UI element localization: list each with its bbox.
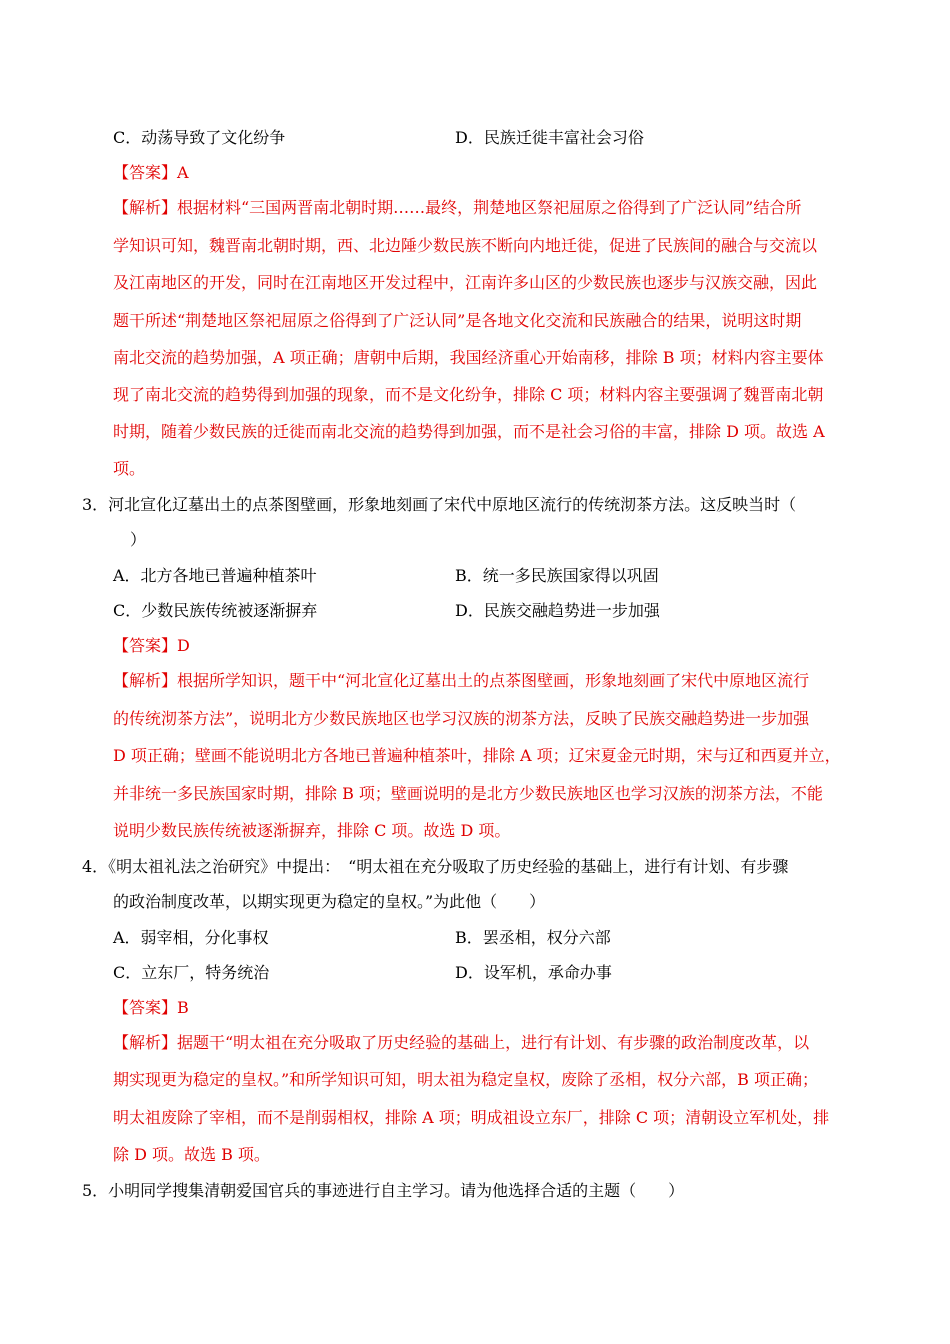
q4-option-a: A．弱宰相，分化事权 <box>113 928 269 947</box>
q2-analysis-line: 时期，随着少数民族的迁徙而南北交流的趋势得到加强，而不是社会习俗的丰富，排除 D 项。故选 A <box>113 422 825 441</box>
q2-analysis-line: 题干所述“荆楚地区祭祀屈原之俗得到了广泛认同”是各地文化交流和民族融合的结果，说明这时期 <box>113 311 802 330</box>
q5-stem: 5．小明同学搜集清朝爱国官兵的事迹进行自主学习。请为他选择合适的主题（ ） <box>82 1181 685 1200</box>
q4-option-c: C．立东厂，特务统治 <box>113 963 270 982</box>
q4-analysis-line: 明太祖废除了宰相，而不是削弱相权，排除 A 项；明成祖设立东厂，排除 C 项；清朝设立军机处，排 <box>113 1108 830 1127</box>
q3-option-c: C．少数民族传统被逐渐摒弃 <box>113 601 318 620</box>
q2-analysis-line: 学知识可知，魏晋南北朝时期，西、北边陲少数民族不断向内地迁徙，促进了民族间的融合与交流以 <box>113 236 818 255</box>
q3-answer: 【答案】D <box>113 636 190 655</box>
q3-option-b: B．统一多民族国家得以巩固 <box>455 566 659 585</box>
q2-analysis-line: 【解析】根据材料“三国两晋南北朝时期……最终，荆楚地区祭祀屈原之俗得到了广泛认同”结合所 <box>113 198 802 217</box>
q2-option-c: C．动荡导致了文化纷争 <box>113 128 286 147</box>
q4-answer: 【答案】B <box>113 998 189 1017</box>
q4-option-b: B．罢丞相，权分六部 <box>455 928 611 947</box>
q2-analysis-line: 现了南北交流的趋势得到加强的现象，而不是文化纷争，排除 C 项；材料内容主要强调了魏晋南北朝 <box>113 385 824 404</box>
q2-analysis-line: 南北交流的趋势加强，A 项正确；唐朝中后期，我国经济重心开始南移，排除 B 项；材料内容主要体 <box>113 348 824 367</box>
q2-analysis-line: 及江南地区的开发，同时在江南地区开发过程中，江南许多山区的少数民族也逐步与汉族交融，因此 <box>113 273 818 292</box>
q3-analysis-line: 并非统一多民族国家时期，排除 B 项；壁画说明的是北方少数民族地区也学习汉族的沏茶方法，不能 <box>113 784 823 803</box>
q3-option-a: A．北方各地已普遍种植茶叶 <box>113 566 317 585</box>
q4-analysis-line: 除 D 项。故选 B 项。 <box>113 1145 270 1164</box>
q4-stem: 4．《明太祖礼法之治研究》中提出： “明太祖在充分吸取了历史经验的基础上，进行有计划、有步骤 <box>82 857 789 876</box>
q3-stem-continued: ） <box>130 530 147 549</box>
q4-stem-continued: 的政治制度改革，以期实现更为稳定的皇权。”为此他（ ） <box>113 892 546 911</box>
q3-analysis-line: D 项正确；壁画不能说明北方各地已普遍种植茶叶，排除 A 项；辽宋夏金元时期，宋与辽和西夏并立， <box>113 746 841 765</box>
q4-analysis-line: 期实现更为稳定的皇权。”和所学知识可知，明太祖为稳定皇权，废除了丞相，权分六部，B 项正确； <box>113 1070 819 1089</box>
q3-stem: 3．河北宣化辽墓出土的点茶图壁画，形象地刻画了宋代中原地区流行的传统沏茶方法。这反映当时（ <box>82 495 797 514</box>
q3-analysis-line: 【解析】根据所学知识，题干中“河北宣化辽墓出土的点茶图壁画，形象地刻画了宋代中原地区流行 <box>113 671 810 690</box>
q2-answer: 【答案】A <box>113 163 189 182</box>
q2-option-d: D．民族迁徙丰富社会习俗 <box>455 128 644 147</box>
q3-option-d: D．民族交融趋势进一步加强 <box>455 601 660 620</box>
q2-analysis-line: 项。 <box>113 459 146 478</box>
q4-option-d: D．设军机，承命办事 <box>455 963 612 982</box>
q3-analysis-line: 的传统沏茶方法”，说明北方少数民族地区也学习汉族的沏茶方法，反映了民族交融趋势进一步加强 <box>113 709 810 728</box>
q4-analysis-line: 【解析】据题干“明太祖在充分吸取了历史经验的基础上，进行有计划、有步骤的政治制度改革，以 <box>113 1033 810 1052</box>
q3-analysis-line: 说明少数民族传统被逐渐摒弃，排除 C 项。故选 D 项。 <box>113 821 511 840</box>
